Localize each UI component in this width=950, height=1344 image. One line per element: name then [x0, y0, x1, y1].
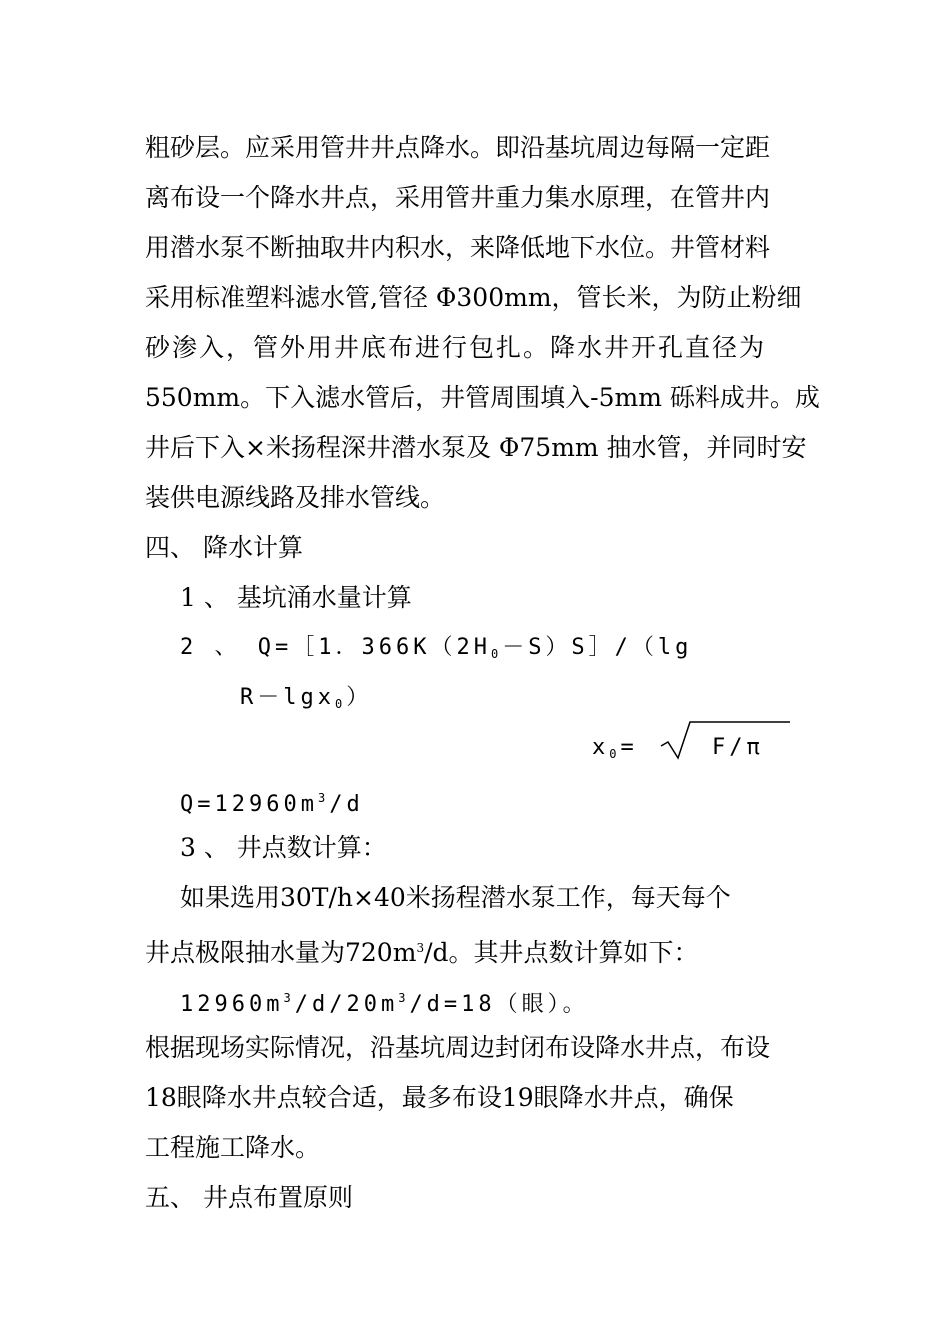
paragraph-line: 工程施工降水。	[145, 1133, 321, 1162]
list-item: 3 、 井点数计算：	[180, 833, 387, 862]
section-heading: 四、 降水计算	[145, 533, 303, 562]
formula-text: R－lgx	[240, 685, 335, 710]
list-item: 1 、 基坑涌水量计算	[180, 583, 412, 612]
text-run: 井点极限抽水量为720m	[145, 938, 417, 967]
superscript: 3	[398, 991, 410, 1005]
superscript: 3	[283, 991, 295, 1005]
section-heading: 五、 井点布置原则	[145, 1183, 353, 1212]
subscript: 0	[609, 747, 621, 761]
x0-formula	[592, 733, 638, 769]
flow-result	[180, 783, 364, 820]
calculation-line	[180, 983, 589, 1020]
formula-text: －S）S］/（lg	[502, 635, 693, 660]
formula-line	[240, 683, 372, 719]
formula-text: =	[620, 735, 638, 760]
formula-text: /d	[329, 792, 364, 817]
paragraph-line: 用潜水泵不断抽取井内积水，来降低地下水位。井管材料	[145, 233, 771, 262]
paragraph-line: 离布设一个降水井点，采用管井重力集水原理，在管井内	[145, 183, 771, 212]
paragraph-line: 18眼降水井点较合适，最多布设19眼降水井点，确保	[145, 1083, 734, 1112]
paragraph-line: 根据现场实际情况，沿基坑周边封闭布设降水井点，布设	[145, 1033, 771, 1062]
formula-text: 2 、 Q=［1．366K（2H	[180, 635, 491, 660]
paragraph-line: 采用标准塑料滤水管,管径 Φ300mm，管长米，为防止粉细	[145, 283, 802, 312]
superscript: 3	[416, 941, 425, 955]
formula-text: Q=12960m	[180, 792, 318, 817]
subscript: 0	[334, 697, 347, 711]
paragraph-line: 如果选用30T/h×40米扬程潜水泵工作，每天每个	[180, 883, 731, 912]
paragraph-line: 砂渗入，管外用井底布进行包扎。降水井开孔直径为	[145, 333, 767, 362]
superscript: 3	[317, 791, 330, 805]
paragraph-line: 粗砂层。应采用管井井点降水。即沿基坑周边每隔一定距	[145, 133, 771, 162]
paragraph-line: 550mm。下入滤水管后，井管周围填入-5mm 砾料成井。成	[145, 383, 820, 412]
formula-text: x	[592, 735, 610, 760]
formula-text: 12960m	[180, 992, 284, 1017]
paragraph-line: 装供电源线路及排水管线。	[145, 483, 446, 512]
formula-text: /d/20m	[294, 992, 399, 1017]
formula-text: /d=18（眼）。	[409, 992, 589, 1017]
paragraph-line: 井后下入×米扬程深井潜水泵及 Φ75mm 抽水管，并同时安	[145, 433, 807, 462]
text-run: /d。其井点数计算如下：	[424, 938, 699, 967]
subscript: 0	[490, 647, 503, 661]
formula-text: ）	[346, 685, 373, 710]
formula-line	[180, 633, 692, 669]
paragraph-line	[145, 933, 699, 968]
sqrt-radicand: F/π	[712, 735, 764, 760]
